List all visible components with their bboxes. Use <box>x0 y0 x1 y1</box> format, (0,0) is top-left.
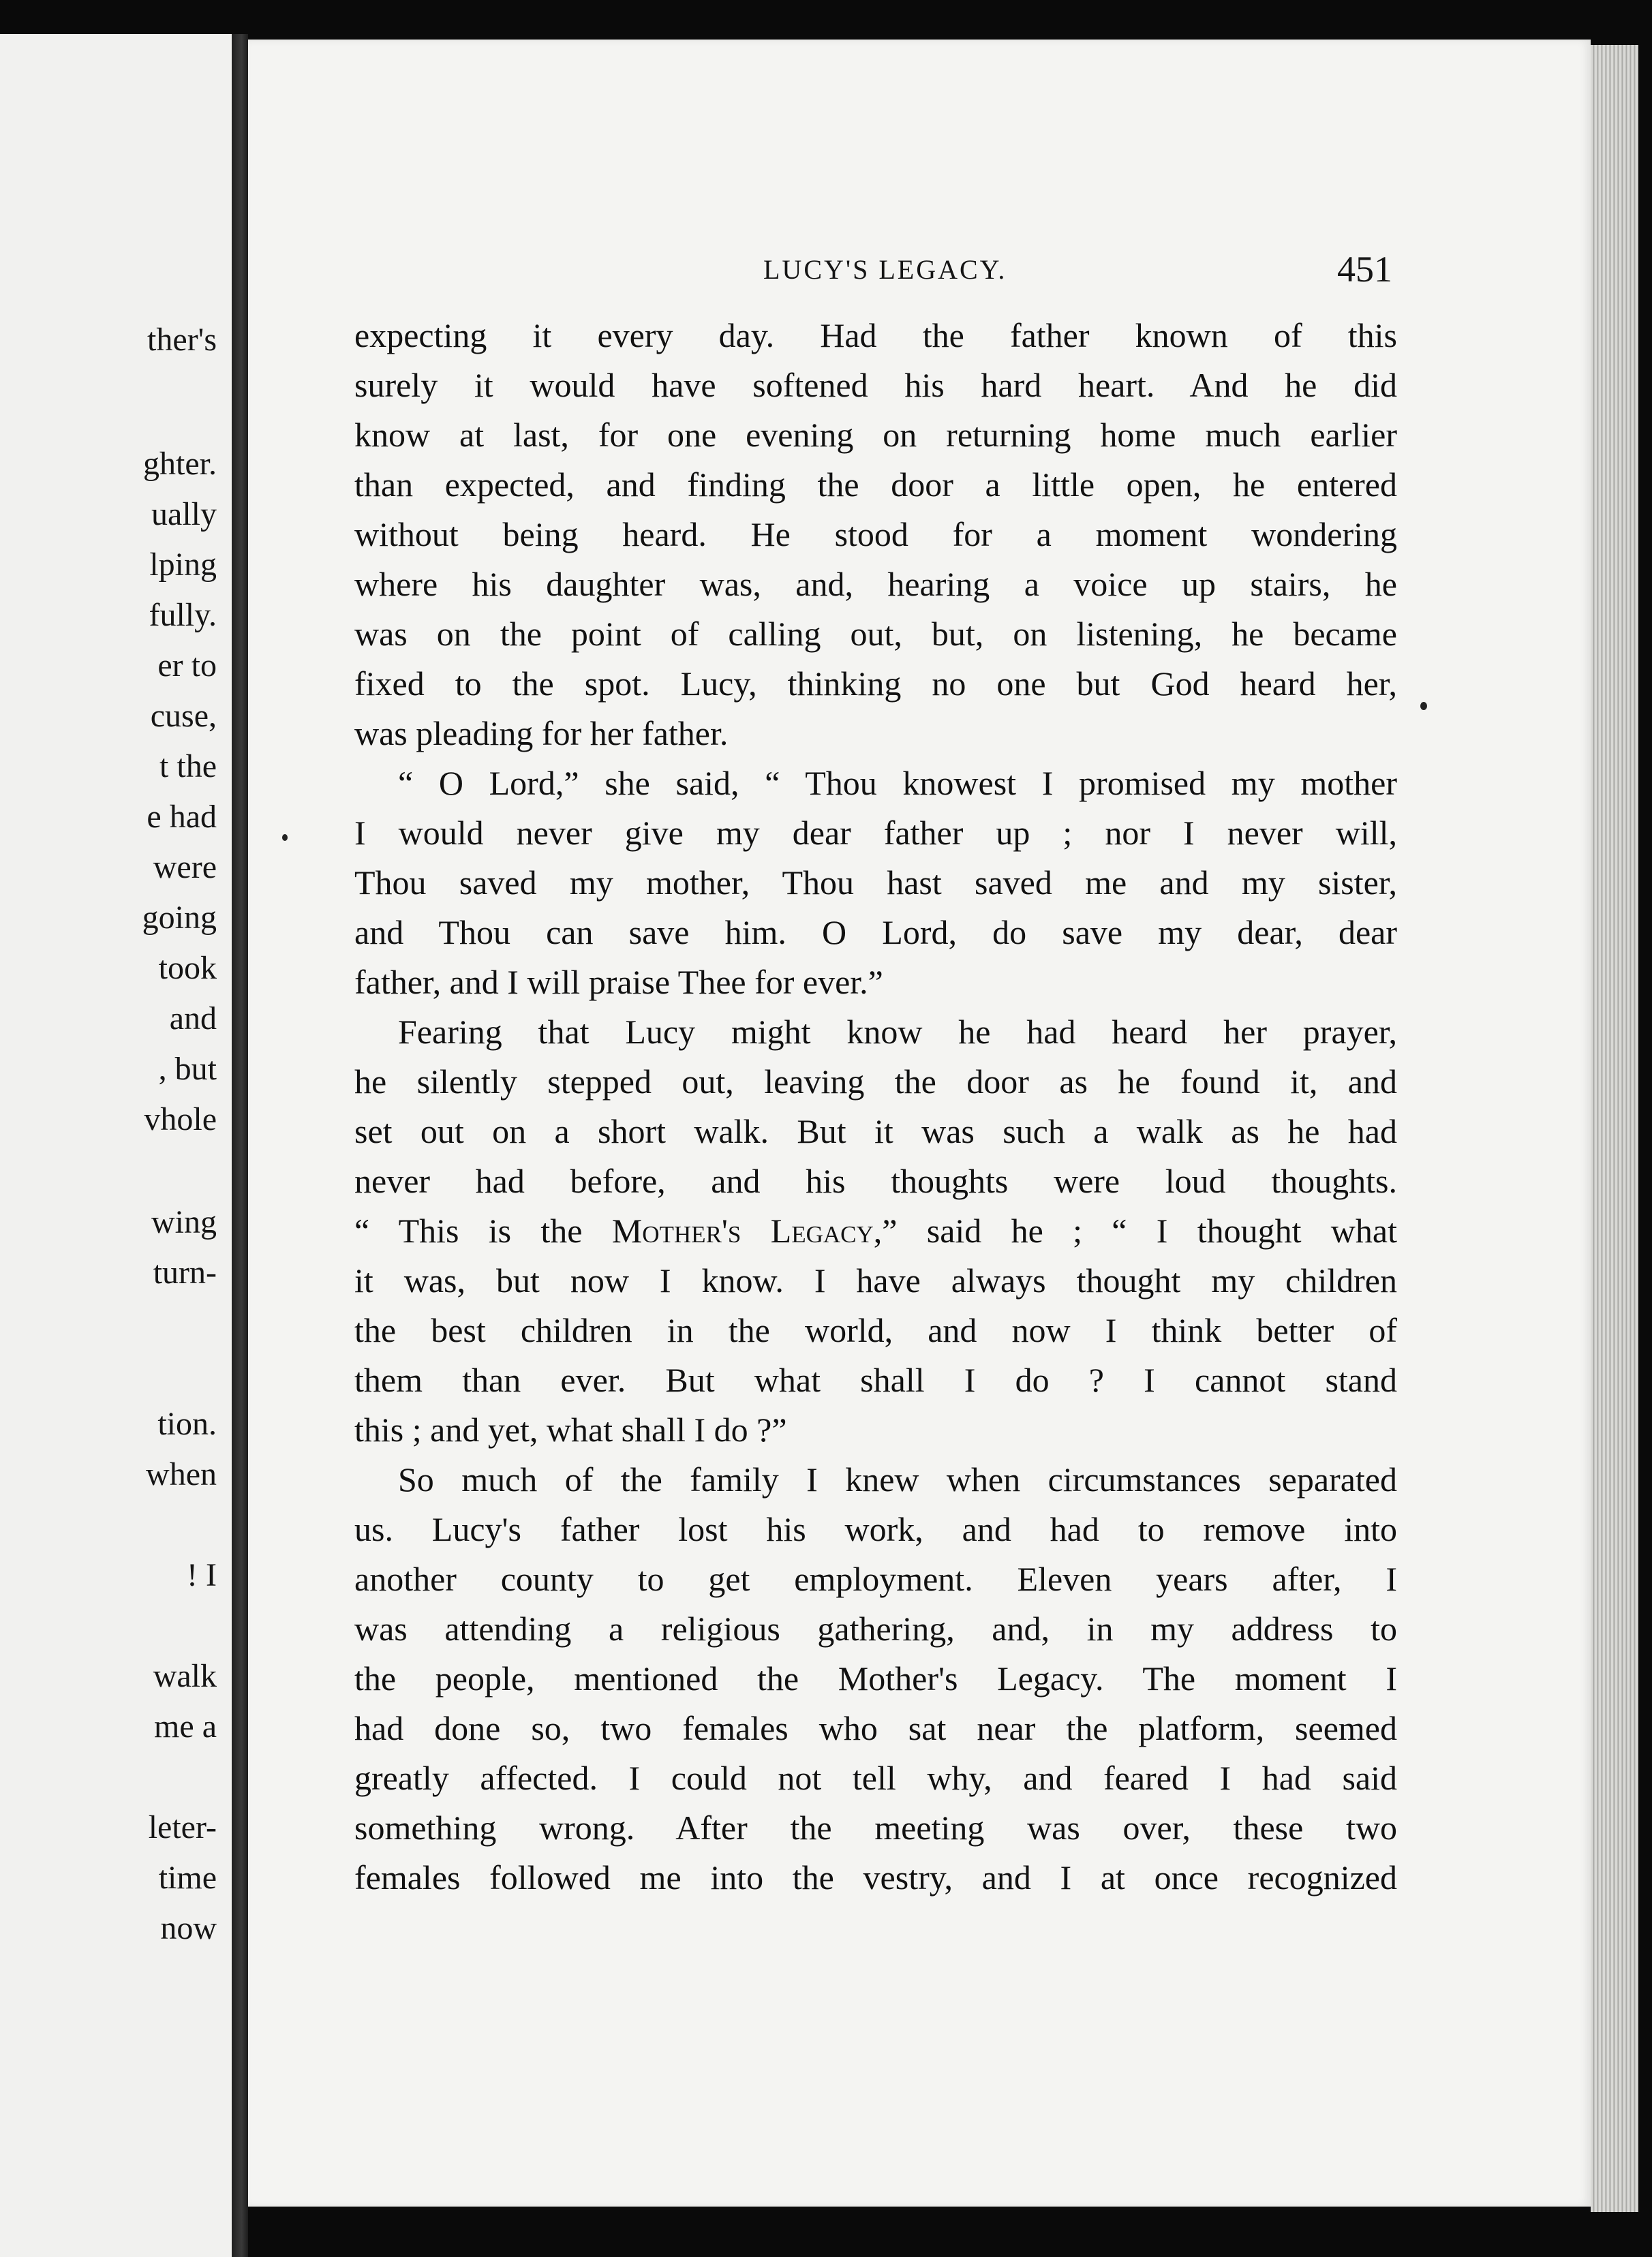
left-page-line: me a <box>154 1708 217 1745</box>
text-line: than expected, and finding the door a little open, he entered <box>354 465 1397 504</box>
text-line: he silently stepped out, leaving the door as he found it, and <box>354 1062 1397 1101</box>
body-text <box>354 311 1397 1903</box>
text-line: us. Lucy's father lost his work, and had to remove into <box>354 1510 1397 1548</box>
text-line: where his daughter was, and, hearing a voice up stairs, he <box>354 565 1397 603</box>
text-line: greatly affected. I could not tell why, and feared I had said <box>354 1759 1397 1797</box>
left-page-line: lping <box>149 547 217 583</box>
left-page-line: , but <box>158 1051 217 1087</box>
left-page-line: ! I <box>187 1557 217 1593</box>
left-page-line: wing <box>151 1204 217 1240</box>
text-line: this ; and yet, what shall I do ?” <box>354 1411 787 1449</box>
text-line: set out on a short walk. But it was such a walk as he had <box>354 1112 1397 1150</box>
text-line: fixed to the spot. Lucy, thinking no one but God heard her, <box>354 664 1397 703</box>
left-page-line: cuse, <box>150 698 217 734</box>
text-line: the best children in the world, and now I think better of <box>354 1311 1397 1349</box>
text-line: was pleading for her father. <box>354 714 729 752</box>
text-line: know at last, for one evening on returning home much earlier <box>354 416 1397 454</box>
text-line <box>354 1206 1397 1256</box>
left-page-line: er to <box>157 647 217 684</box>
text-line: Thou saved my mother, Thou hast saved me and my sister, <box>354 863 1397 902</box>
text-line: the people, mentioned the Mother's Legacy. The moment I <box>354 1659 1397 1698</box>
text-line: was attending a religious gathering, and, in my address to <box>354 1610 1397 1648</box>
text-line: never had before, and his thoughts were loud thoughts. <box>354 1162 1397 1200</box>
text-fragment: ,” said he ; “ I thought what <box>873 1212 1397 1250</box>
text-line: father, and I will praise Thee for ever.” <box>354 963 883 1001</box>
left-page-line: going <box>142 900 217 936</box>
text-fragment: “ This is the <box>354 1212 612 1250</box>
left-page-line: ghter. <box>143 446 217 482</box>
text-line: and Thou can save him. O Lord, do save my dear, dear <box>354 913 1397 951</box>
text-line: I would never give my dear father up ; nor I never will, <box>354 814 1397 852</box>
text-line: was on the point of calling out, but, on listening, he became <box>354 615 1397 653</box>
left-page-line: and <box>169 1000 217 1037</box>
left-page-line: ther's <box>147 322 217 358</box>
text-line: Fearing that Lucy might know he had heard her prayer, <box>398 1013 1397 1051</box>
ink-speck <box>1420 702 1427 710</box>
left-page-line: time <box>158 1860 217 1896</box>
left-page-line: fully. <box>149 597 217 633</box>
mothers-legacy-small-caps: Mother's Legacy <box>611 1212 874 1250</box>
text-line: “ O Lord,” she said, “ Thou knowest I promised my mother <box>398 764 1397 802</box>
left-page-line: leter- <box>148 1809 217 1845</box>
ink-speck <box>282 834 288 841</box>
text-line: them than ever. But what shall I do ? I cannot stand <box>354 1361 1397 1399</box>
text-line: females followed me into the vestry, and I at once recognized <box>354 1858 1397 1897</box>
left-facing-page <box>0 34 232 2257</box>
left-page-line: tion. <box>157 1406 217 1442</box>
left-page-line: took <box>158 950 217 986</box>
text-line: it was, but now I know. I have always thought my children <box>354 1261 1397 1300</box>
left-page-line: walk <box>153 1658 217 1694</box>
text-line: expecting it every day. Had the father known of this <box>354 316 1397 354</box>
left-page-line: vhole <box>144 1101 217 1137</box>
text-line: surely it would have softened his hard heart. And he did <box>354 366 1397 404</box>
left-page-line: turn- <box>153 1255 217 1291</box>
left-page-line: e had <box>147 799 217 835</box>
page-number: 451 <box>1337 249 1392 290</box>
left-page-line: t the <box>159 748 217 784</box>
text-line: another county to get employment. Eleven years after, I <box>354 1560 1397 1598</box>
running-head: LUCY'S LEGACY. <box>763 254 1007 285</box>
text-line: something wrong. After the meeting was over, these two <box>354 1809 1397 1847</box>
left-page-line: now <box>160 1910 217 1946</box>
page-edges <box>1591 45 1638 2212</box>
text-line: without being heard. He stood for a moment wondering <box>354 515 1397 553</box>
left-page-line: ually <box>151 496 217 532</box>
text-line: had done so, two females who sat near the platform, seemed <box>354 1709 1397 1747</box>
left-page-line: when <box>146 1456 217 1492</box>
text-line: So much of the family I knew when circumstances separated <box>398 1460 1397 1499</box>
left-page-line: were <box>153 849 217 885</box>
book-gutter <box>232 34 248 2257</box>
